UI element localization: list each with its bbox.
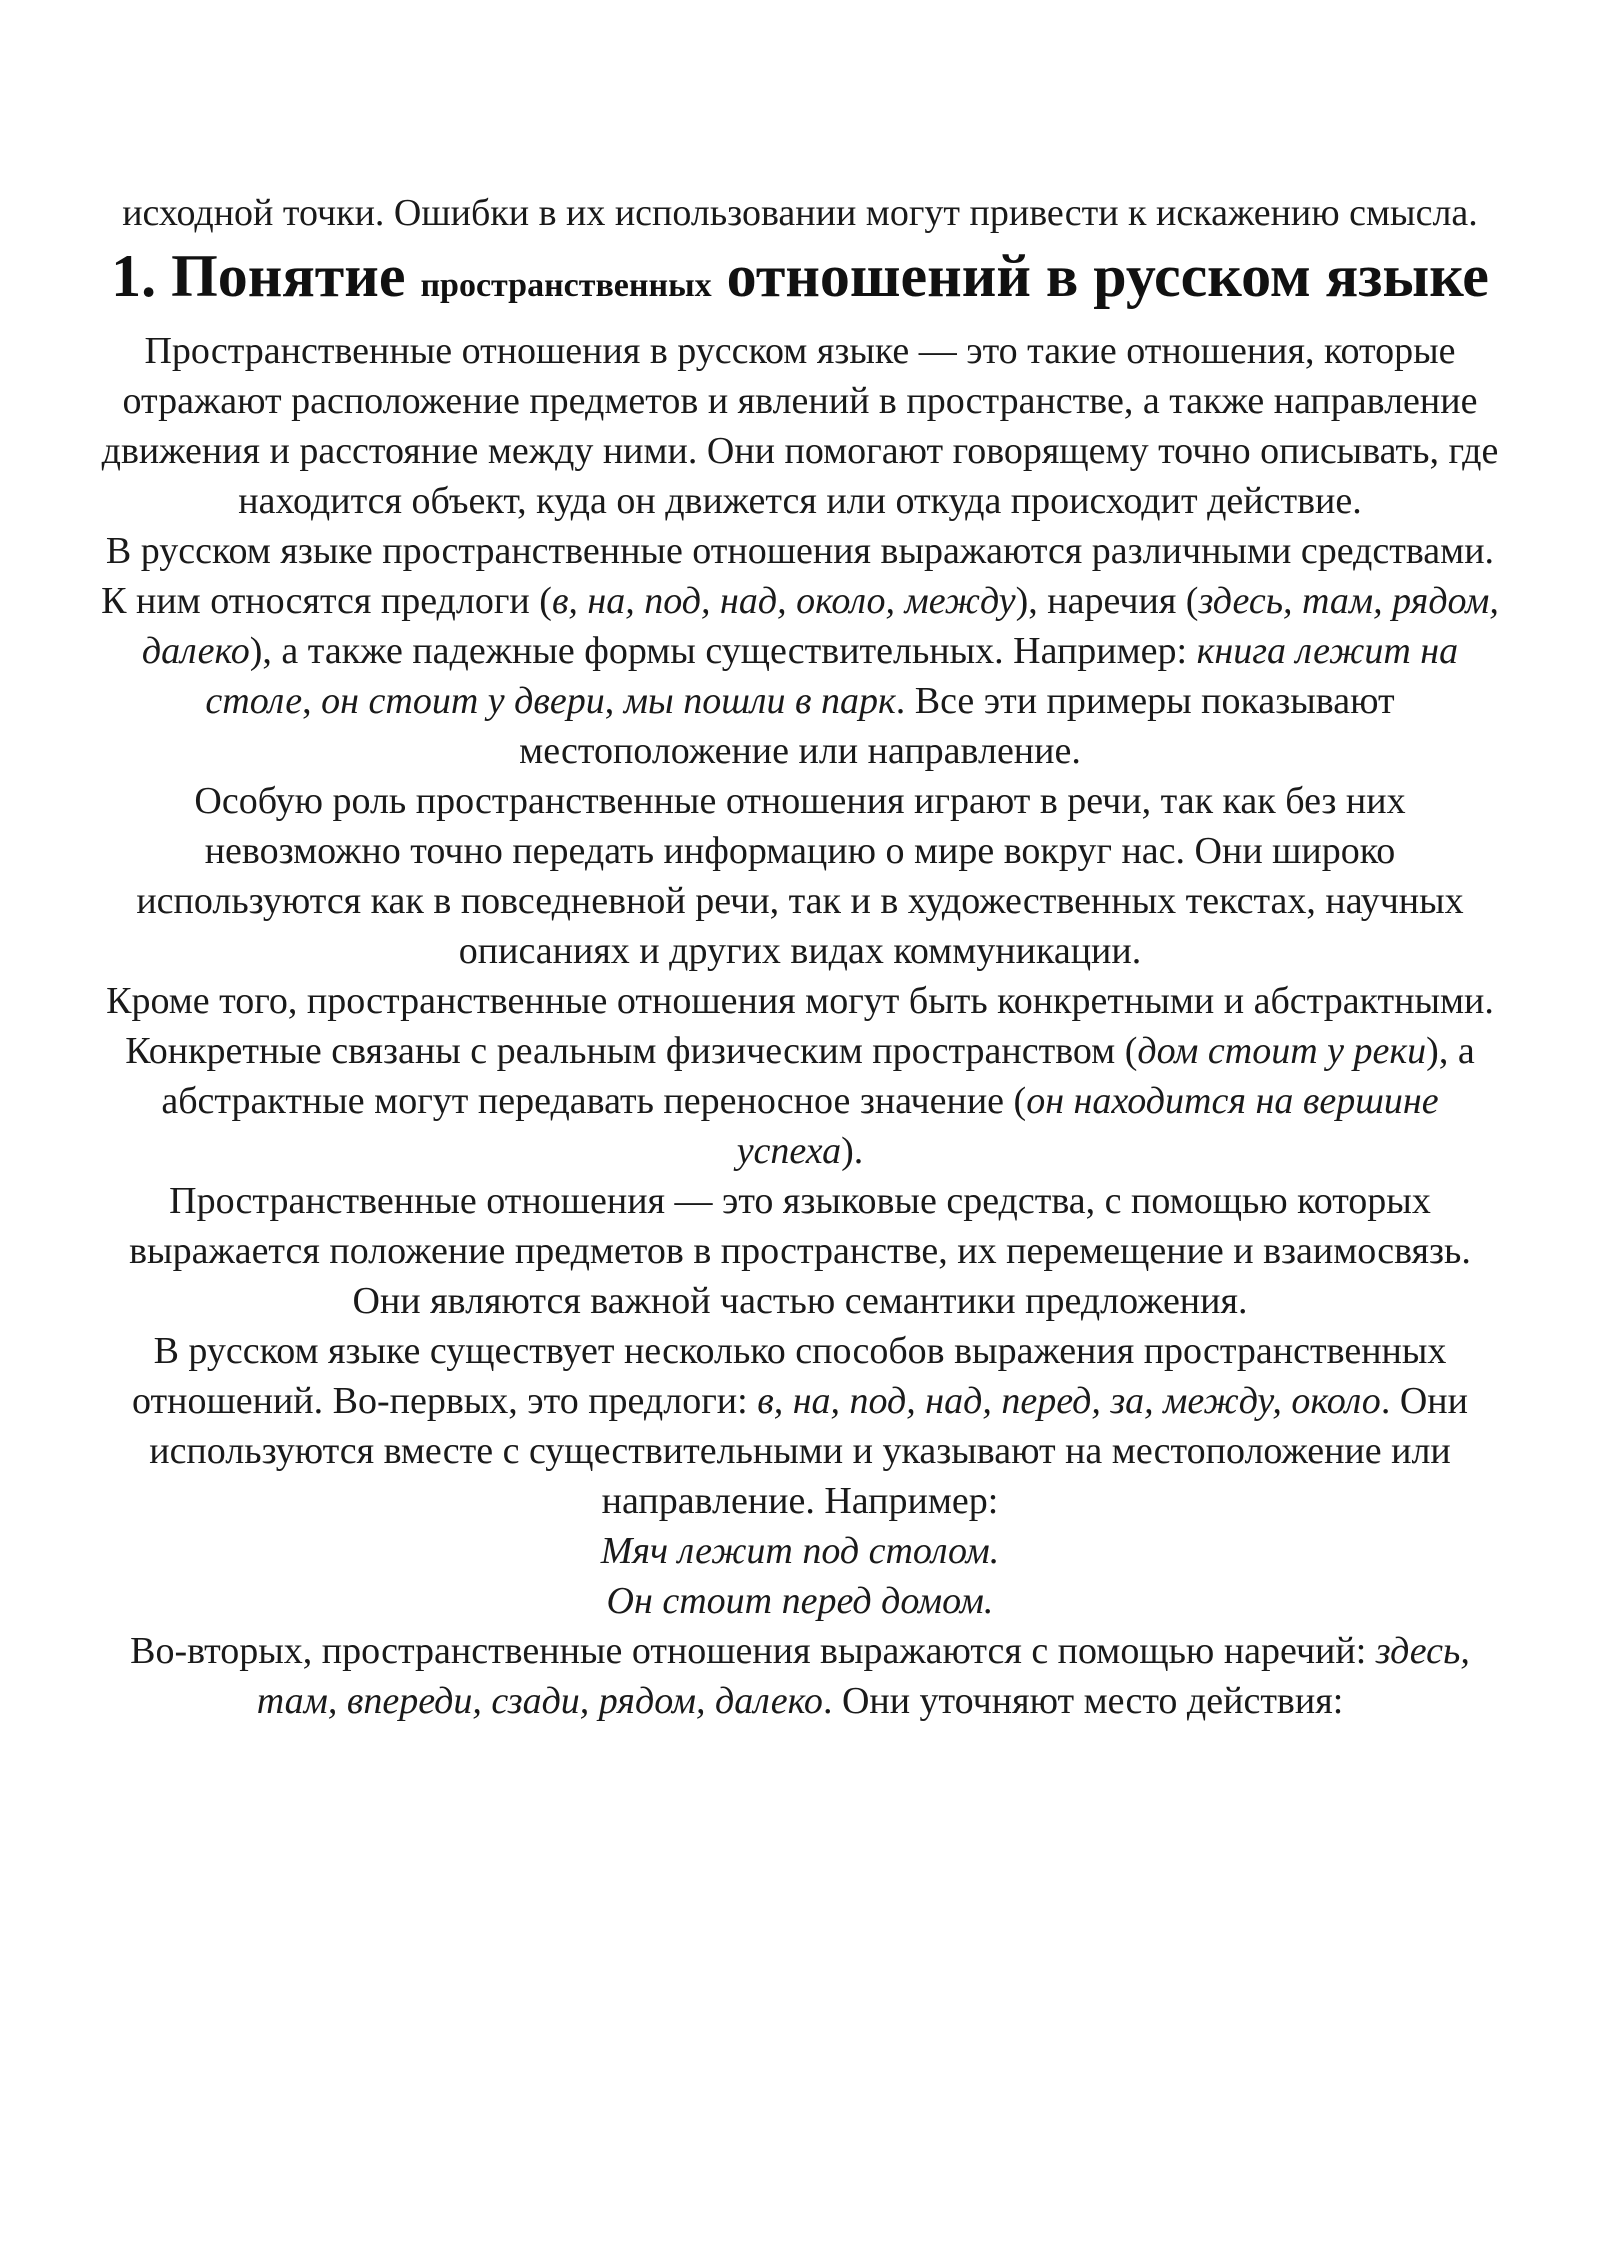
text-span: . Они уточняют место действия: (822, 1680, 1344, 1722)
heading-part1: 1. Понятие (111, 243, 421, 309)
paragraph-role: Особую роль пространственные отношения играют в речи, так как без них невозможно точно передать информацию о мире вокруг нас. Они широко используются как в повседневной речи, так и в художественных текстах, научных описаниях и других видах коммуникации. (136, 780, 1464, 972)
paragraph-definition: Пространственные отношения в русском языке — это такие отношения, которые отражают расположение предметов и явлений в пространстве, а также направление движения и расстояние между ними. Они помогают говорящему точно описывать, где находится объект, куда он движется или откуда происходит действие. (101, 330, 1499, 522)
paragraph-prepositions (100, 1326, 1500, 1526)
paragraph-concrete-abstract (100, 976, 1500, 1176)
heading-part3: отношений в русском языке (711, 243, 1489, 309)
text-span: В русском языке существует несколько способов выражения пространственных отношений. Во-первых, это предлоги: (132, 1330, 1447, 1422)
example-line-1 (100, 1526, 1500, 1576)
section-heading (100, 240, 1500, 322)
italic-example: Он стоит перед домом. (606, 1580, 994, 1622)
italic-example: дом стоит у реки (1137, 1030, 1427, 1072)
text-span: ), а также падежные формы существительных. Например: (249, 630, 1197, 672)
paragraph-language-means: Пространственные отношения — это языковые средства, с помощью которых выражается положение предметов в пространстве, их перемещение и взаимосвязь. Они являются важной частью семантики предложения. (129, 1180, 1471, 1322)
text-span: ), а абстрактные могут передавать переносное значение ( (161, 1030, 1475, 1122)
example-line-2 (100, 1576, 1500, 1626)
text-span: Во-вторых, пространственные отношения выражаются с помощью наречий: (130, 1630, 1376, 1672)
intro-paragraph: исходной точки. Ошибки в их использовании могут привести к искажению смысла. (122, 192, 1478, 234)
text-span: , (604, 680, 624, 722)
italic-example: здесь, там, рядом, далеко (141, 580, 1499, 672)
document-page (100, 188, 1500, 1726)
italic-example: мы пошли в парк (623, 680, 896, 722)
italic-example: в, на, под, над, около, между (551, 580, 1016, 622)
paragraph-means (100, 526, 1500, 776)
italic-example: книга лежит на столе (205, 630, 1459, 722)
paragraph-adverbs (100, 1626, 1500, 1726)
text-span: . Они используются вместе с существительными и указывают на местоположение или направление. Например: (149, 1380, 1468, 1522)
italic-example: здесь, там, впереди, сзади, рядом, далеко (256, 1630, 1470, 1722)
text-span: Кроме того, пространственные отношения могут быть конкретными и абстрактными. Конкретные связаны с реальным физическим пространством ( (106, 980, 1494, 1072)
italic-example: Мяч лежит под столом. (600, 1530, 1000, 1572)
text-span: ), наречия ( (1015, 580, 1199, 622)
text-span: ). (841, 1130, 864, 1172)
text-span: , (302, 680, 322, 722)
italic-example: он находится на вершине успеха (736, 1080, 1439, 1172)
text-span: В русском языке пространственные отношения выражаются различными средствами. К ним относятся предлоги ( (101, 530, 1495, 622)
heading-part2-small: пространственных (420, 267, 712, 304)
text-span: . Все эти примеры показывают местоположение или направление. (519, 680, 1395, 772)
italic-example: он стоит у двери (321, 680, 605, 722)
italic-example: в, на, под, над, перед, за, между, около (757, 1380, 1381, 1422)
